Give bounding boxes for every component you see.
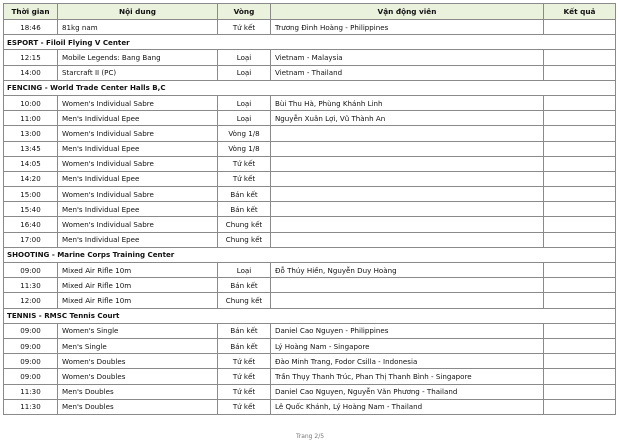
cell-athletes: Trần Thụy Thanh Trúc, Phan Thị Thanh Bình - Singapore	[271, 369, 544, 384]
cell-time: 11:30	[4, 278, 58, 293]
cell-result	[544, 65, 616, 80]
cell-time: 14:20	[4, 171, 58, 186]
cell-event: Men's Individual Epee	[58, 111, 218, 126]
cell-athletes: Lê Quốc Khánh, Lý Hoàng Nam - Thailand	[271, 399, 544, 414]
table-row	[4, 202, 616, 217]
table-row	[4, 399, 616, 414]
table-row	[4, 187, 616, 202]
cell-round: Tứ kết	[218, 369, 271, 384]
table-row	[4, 354, 616, 369]
cell-result	[544, 399, 616, 414]
cell-time: 14:00	[4, 65, 58, 80]
cell-athletes: Đào Minh Trang, Fodor Csilla - Indonesia	[271, 354, 544, 369]
section-header-row	[4, 308, 616, 323]
cell-result	[544, 187, 616, 202]
table-row	[4, 232, 616, 247]
cell-result	[544, 217, 616, 232]
cell-athletes	[271, 293, 544, 308]
cell-event: Men's Individual Epee	[58, 232, 218, 247]
table-row	[4, 20, 616, 35]
section-title: FENCING - World Trade Center Halls B,C	[4, 80, 616, 95]
cell-athletes	[271, 187, 544, 202]
cell-event: Women's Doubles	[58, 369, 218, 384]
table-row	[4, 50, 616, 65]
table-row	[4, 217, 616, 232]
cell-result	[544, 354, 616, 369]
cell-athletes	[271, 156, 544, 171]
cell-time: 14:05	[4, 156, 58, 171]
cell-result	[544, 323, 616, 338]
cell-time: 17:00	[4, 232, 58, 247]
cell-result	[544, 50, 616, 65]
table-row	[4, 65, 616, 80]
cell-result	[544, 278, 616, 293]
section-title: SHOOTING - Marine Corps Training Center	[4, 247, 616, 262]
cell-athletes: Daniel Cao Nguyen - Philippines	[271, 323, 544, 338]
cell-athletes: Bùi Thu Hà, Phùng Khánh Linh	[271, 95, 544, 110]
cell-event: Men's Individual Epee	[58, 202, 218, 217]
cell-event: Women's Individual Sabre	[58, 95, 218, 110]
cell-athletes	[271, 232, 544, 247]
cell-athletes	[271, 126, 544, 141]
schedule-table	[3, 3, 616, 415]
cell-result	[544, 20, 616, 35]
cell-event: Men's Individual Epee	[58, 141, 218, 156]
cell-time: 11:30	[4, 384, 58, 399]
cell-athletes: Nguyễn Xuân Lợi, Vũ Thành An	[271, 111, 544, 126]
table-row	[4, 278, 616, 293]
cell-round: Tứ kết	[218, 156, 271, 171]
header-round: Vòng	[218, 4, 271, 20]
cell-result	[544, 232, 616, 247]
cell-event: Women's Individual Sabre	[58, 156, 218, 171]
table-row	[4, 369, 616, 384]
header-row	[4, 4, 616, 20]
cell-event: Women's Doubles	[58, 354, 218, 369]
cell-athletes	[271, 171, 544, 186]
table-row	[4, 141, 616, 156]
table-row	[4, 293, 616, 308]
cell-time: 16:40	[4, 217, 58, 232]
cell-event: Mixed Air Rifle 10m	[58, 263, 218, 278]
cell-time: 09:00	[4, 354, 58, 369]
section-header-row	[4, 247, 616, 262]
cell-athletes: Lý Hoàng Nam - Singapore	[271, 338, 544, 353]
cell-time: 10:00	[4, 95, 58, 110]
cell-round: Tứ kết	[218, 384, 271, 399]
cell-event: Men's Doubles	[58, 384, 218, 399]
cell-athletes: Daniel Cao Nguyen, Nguyễn Văn Phương - Thailand	[271, 384, 544, 399]
cell-event: Women's Individual Sabre	[58, 126, 218, 141]
cell-athletes: Đỗ Thúy Hiền, Nguyễn Duy Hoàng	[271, 263, 544, 278]
cell-event: Mixed Air Rifle 10m	[58, 293, 218, 308]
cell-round: Chung kết	[218, 232, 271, 247]
cell-round: Bán kết	[218, 338, 271, 353]
cell-result	[544, 156, 616, 171]
cell-event: Men's Doubles	[58, 399, 218, 414]
table-row	[4, 156, 616, 171]
table-row	[4, 263, 616, 278]
cell-event: Men's Individual Epee	[58, 171, 218, 186]
cell-round: Bán kết	[218, 187, 271, 202]
cell-result	[544, 384, 616, 399]
cell-time: 09:00	[4, 263, 58, 278]
cell-time: 13:45	[4, 141, 58, 156]
cell-event: Women's Single	[58, 323, 218, 338]
cell-result	[544, 171, 616, 186]
cell-round: Loại	[218, 263, 271, 278]
cell-event: 81kg nam	[58, 20, 218, 35]
cell-round: Bán kết	[218, 278, 271, 293]
cell-time: 09:00	[4, 338, 58, 353]
cell-time: 11:30	[4, 399, 58, 414]
cell-time: 12:15	[4, 50, 58, 65]
cell-round: Loại	[218, 95, 271, 110]
cell-round: Chung kết	[218, 217, 271, 232]
cell-result	[544, 202, 616, 217]
cell-result	[544, 338, 616, 353]
cell-time: 11:00	[4, 111, 58, 126]
cell-round: Tứ kết	[218, 399, 271, 414]
cell-round: Loại	[218, 111, 271, 126]
cell-round: Bán kết	[218, 202, 271, 217]
schedule-body	[4, 20, 616, 415]
page-footer: Trang 2/5	[295, 433, 325, 440]
cell-athletes: Vietnam - Thailand	[271, 65, 544, 80]
cell-round: Vòng 1/8	[218, 141, 271, 156]
cell-athletes	[271, 217, 544, 232]
cell-round: Tứ kết	[218, 354, 271, 369]
cell-athletes	[271, 141, 544, 156]
table-row	[4, 111, 616, 126]
header-athletes: Vận động viên	[271, 4, 544, 20]
cell-athletes	[271, 278, 544, 293]
cell-result	[544, 293, 616, 308]
cell-result	[544, 369, 616, 384]
section-header-row	[4, 80, 616, 95]
table-row	[4, 126, 616, 141]
table-row	[4, 171, 616, 186]
cell-time: 09:00	[4, 323, 58, 338]
cell-time: 15:00	[4, 187, 58, 202]
header-content: Nội dung	[58, 4, 218, 20]
cell-event: Women's Individual Sabre	[58, 217, 218, 232]
table-row	[4, 323, 616, 338]
cell-result	[544, 126, 616, 141]
section-title: TENNIS - RMSC Tennis Court	[4, 308, 616, 323]
cell-round: Tứ kết	[218, 20, 271, 35]
cell-athletes	[271, 202, 544, 217]
cell-round: Chung kết	[218, 293, 271, 308]
cell-round: Vòng 1/8	[218, 126, 271, 141]
header-time: Thời gian	[4, 4, 58, 20]
table-row	[4, 338, 616, 353]
cell-time: 15:40	[4, 202, 58, 217]
cell-time: 09:00	[4, 369, 58, 384]
table-row	[4, 95, 616, 110]
cell-athletes: Vietnam - Malaysia	[271, 50, 544, 65]
cell-time: 12:00	[4, 293, 58, 308]
cell-result	[544, 263, 616, 278]
cell-event: Mixed Air Rifle 10m	[58, 278, 218, 293]
table-row	[4, 384, 616, 399]
cell-round: Tứ kết	[218, 171, 271, 186]
cell-result	[544, 141, 616, 156]
section-title: ESPORT - Filoil Flying V Center	[4, 35, 616, 50]
cell-athletes: Trương Đình Hoàng - Philippines	[271, 20, 544, 35]
cell-result	[544, 95, 616, 110]
cell-round: Loại	[218, 65, 271, 80]
cell-event: Starcraft II (PC)	[58, 65, 218, 80]
cell-round: Bán kết	[218, 323, 271, 338]
cell-event: Men's Single	[58, 338, 218, 353]
cell-time: 13:00	[4, 126, 58, 141]
header-result: Kết quả	[544, 4, 616, 20]
section-header-row	[4, 35, 616, 50]
cell-time: 18:46	[4, 20, 58, 35]
cell-round: Loại	[218, 50, 271, 65]
cell-result	[544, 111, 616, 126]
cell-event: Mobile Legends: Bang Bang	[58, 50, 218, 65]
cell-event: Women's Individual Sabre	[58, 187, 218, 202]
